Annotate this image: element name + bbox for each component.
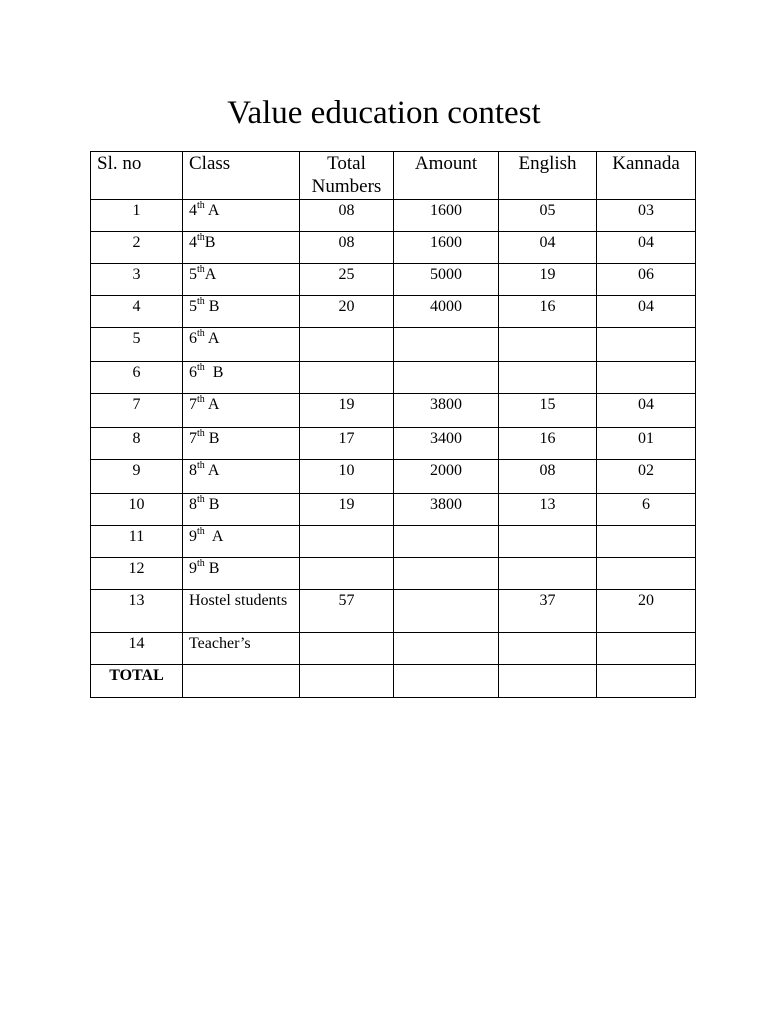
amount-cell	[394, 633, 499, 665]
class-ordinal-suffix: th	[197, 263, 205, 275]
table-row	[91, 494, 696, 526]
total-numbers-cell	[300, 558, 394, 590]
header-sl-no: Sl. no	[91, 152, 183, 200]
header-row	[91, 152, 696, 200]
english-cell: 05	[499, 200, 597, 232]
class-grade: 7	[189, 396, 197, 413]
amount-cell: 5000	[394, 264, 499, 296]
class-cell	[183, 460, 300, 494]
kannada-cell: 03	[597, 200, 696, 232]
class-cell	[183, 428, 300, 460]
class-section: B	[204, 298, 220, 315]
class-grade: 4	[189, 234, 197, 251]
class-cell	[183, 232, 300, 264]
english-cell	[499, 362, 597, 394]
class-cell	[183, 394, 300, 428]
class-ordinal-suffix: th	[197, 361, 205, 373]
class-grade: 8	[189, 496, 197, 513]
english-cell: 37	[499, 590, 597, 633]
total-numbers-cell: 25	[300, 264, 394, 296]
class-ordinal-suffix: th	[197, 199, 205, 211]
kannada-cell: 02	[597, 460, 696, 494]
amount-cell: 1600	[394, 232, 499, 264]
english-cell: 16	[499, 296, 597, 328]
table-row	[91, 558, 696, 590]
sl-no-cell: 2	[91, 232, 183, 264]
kannada-cell	[597, 328, 696, 362]
total-label: TOTAL	[91, 665, 183, 698]
class-cell	[183, 494, 300, 526]
table-row	[91, 200, 696, 232]
total-numbers-cell: 08	[300, 200, 394, 232]
amount-cell	[394, 590, 499, 633]
class-cell	[183, 362, 300, 394]
class-ordinal-suffix: th	[197, 327, 205, 339]
class-ordinal-suffix: th	[197, 459, 205, 471]
total-numbers-cell: 57	[300, 590, 394, 633]
english-cell: 13	[499, 494, 597, 526]
english-cell	[499, 526, 597, 558]
kannada-cell: 04	[597, 232, 696, 264]
english-cell: 15	[499, 394, 597, 428]
table-row	[91, 328, 696, 362]
kannada-cell: 04	[597, 394, 696, 428]
english-cell	[499, 558, 597, 590]
total-row	[91, 665, 696, 698]
kannada-cell	[597, 526, 696, 558]
table-body	[91, 200, 696, 698]
english-cell: 16	[499, 428, 597, 460]
english-cell: 04	[499, 232, 597, 264]
sl-no-cell: 7	[91, 394, 183, 428]
class-section: A	[204, 202, 220, 219]
class-ordinal-suffix: th	[197, 557, 205, 569]
sl-no-cell: 9	[91, 460, 183, 494]
class-ordinal-suffix: th	[197, 231, 205, 243]
kannada-cell	[597, 362, 696, 394]
class-ordinal-suffix: th	[197, 295, 205, 307]
table-row	[91, 296, 696, 328]
amount-cell: 2000	[394, 460, 499, 494]
table-row	[91, 428, 696, 460]
class-section: A	[204, 396, 220, 413]
kannada-cell	[597, 558, 696, 590]
table-row	[91, 526, 696, 558]
class-grade: 7	[189, 430, 197, 447]
header-english: English	[499, 152, 597, 200]
class-section: A	[204, 528, 224, 545]
table-row	[91, 460, 696, 494]
class-section: B	[204, 430, 220, 447]
amount-cell	[394, 558, 499, 590]
header-kannada: Kannada	[597, 152, 696, 200]
total-numbers-cell: 20	[300, 296, 394, 328]
class-cell	[183, 296, 300, 328]
class-section: A	[204, 330, 220, 347]
total-class-cell	[183, 665, 300, 698]
sl-no-cell: 1	[91, 200, 183, 232]
table-row	[91, 633, 696, 665]
table-row	[91, 232, 696, 264]
kannada-cell: 04	[597, 296, 696, 328]
english-cell	[499, 633, 597, 665]
english-cell: 19	[499, 264, 597, 296]
total-numbers-cell	[300, 633, 394, 665]
class-cell: Hostel students	[183, 590, 300, 633]
amount-cell: 4000	[394, 296, 499, 328]
class-section: A	[204, 462, 220, 479]
table-row	[91, 590, 696, 633]
class-section: B	[204, 364, 224, 381]
english-cell: 08	[499, 460, 597, 494]
class-grade: 8	[189, 462, 197, 479]
kannada-cell: 06	[597, 264, 696, 296]
class-grade: 4	[189, 202, 197, 219]
sl-no-cell: 6	[91, 362, 183, 394]
total-numbers-cell: 19	[300, 394, 394, 428]
sl-no-cell: 14	[91, 633, 183, 665]
class-ordinal-suffix: th	[197, 427, 205, 439]
sl-no-cell: 11	[91, 526, 183, 558]
class-cell	[183, 526, 300, 558]
class-cell: Teacher’s	[183, 633, 300, 665]
total-kannada-cell	[597, 665, 696, 698]
total-numbers-cell	[300, 526, 394, 558]
class-grade: 9	[189, 560, 197, 577]
class-section: B	[204, 560, 220, 577]
kannada-cell	[597, 633, 696, 665]
total-numbers-cell	[300, 362, 394, 394]
sl-no-cell: 10	[91, 494, 183, 526]
total-numbers-cell	[300, 328, 394, 362]
class-grade: 5	[189, 298, 197, 315]
class-grade: 6	[189, 330, 197, 347]
class-cell	[183, 328, 300, 362]
sl-no-cell: 12	[91, 558, 183, 590]
amount-cell: 3800	[394, 494, 499, 526]
english-cell	[499, 328, 597, 362]
table-row	[91, 394, 696, 428]
kannada-cell: 01	[597, 428, 696, 460]
total-numbers-cell	[300, 665, 394, 698]
total-numbers-cell: 17	[300, 428, 394, 460]
sl-no-cell: 13	[91, 590, 183, 633]
amount-cell: 3400	[394, 428, 499, 460]
class-section: A	[204, 266, 217, 283]
class-cell	[183, 558, 300, 590]
class-grade: 9	[189, 528, 197, 545]
total-english-cell	[499, 665, 597, 698]
amount-cell: 3800	[394, 394, 499, 428]
class-ordinal-suffix: th	[197, 493, 205, 505]
sl-no-cell: 5	[91, 328, 183, 362]
amount-cell	[394, 328, 499, 362]
class-section: B	[204, 496, 220, 513]
class-grade: 6	[189, 364, 197, 381]
sl-no-cell: 8	[91, 428, 183, 460]
amount-cell	[394, 526, 499, 558]
kannada-cell: 6	[597, 494, 696, 526]
total-amount-cell	[394, 665, 499, 698]
sl-no-cell: 3	[91, 264, 183, 296]
total-numbers-cell: 19	[300, 494, 394, 526]
class-cell	[183, 264, 300, 296]
sl-no-cell: 4	[91, 296, 183, 328]
contest-table	[90, 151, 696, 698]
total-numbers-cell: 08	[300, 232, 394, 264]
header-class: Class	[183, 152, 300, 200]
class-cell	[183, 200, 300, 232]
table-row	[91, 264, 696, 296]
class-section: B	[204, 234, 216, 251]
total-numbers-cell: 10	[300, 460, 394, 494]
page-title: Value education contest	[227, 95, 541, 131]
amount-cell: 1600	[394, 200, 499, 232]
header-total-numbers: Total Numbers	[300, 152, 394, 200]
class-ordinal-suffix: th	[197, 525, 205, 537]
amount-cell	[394, 362, 499, 394]
table-row	[91, 362, 696, 394]
class-ordinal-suffix: th	[197, 393, 205, 405]
class-grade: 5	[189, 266, 197, 283]
header-amount: Amount	[394, 152, 499, 200]
kannada-cell: 20	[597, 590, 696, 633]
